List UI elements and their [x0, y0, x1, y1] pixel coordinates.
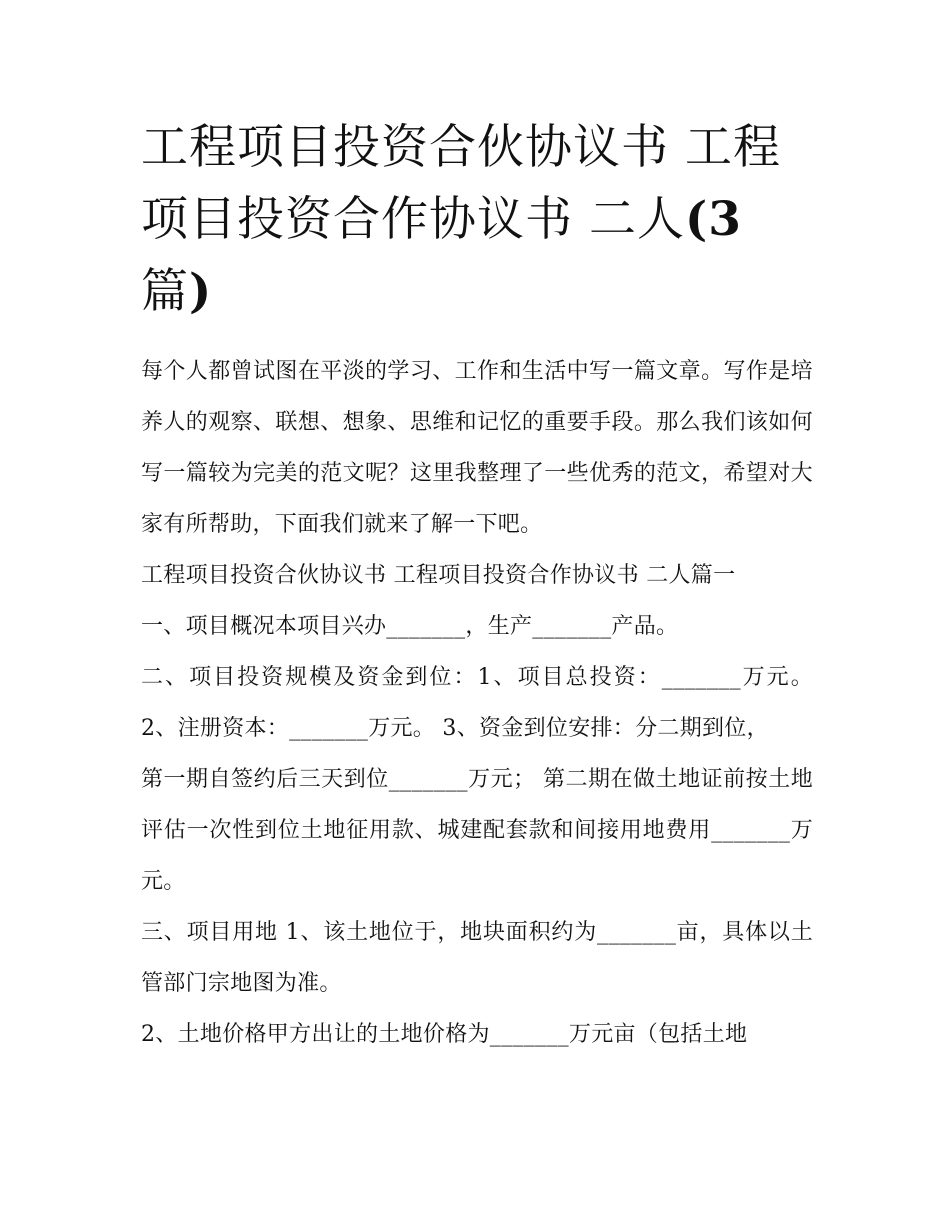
title-line-1: 工程项目投资合伙协议书 工程 — [141, 120, 781, 175]
document-title — [141, 112, 813, 328]
clause-project-overview: 一、项目概况本项目兴办_______，生产_______产品。 — [141, 614, 679, 639]
section-heading: 工程项目投资合伙协议书 工程项目投资合作协议书 二人篇一 — [141, 563, 736, 588]
clause-funding-phases: 第一期自签约后三天到位_______万元； 第二期在做土地证前按土地评估一次性到位土地征用款、城建配套款和间接用地费用_______万元。 — [141, 767, 813, 894]
title-line-3: 篇 — [141, 264, 189, 319]
clause-land-price: 2、土地价格甲方出让的土地价格为_______万元亩（包括土地 — [141, 1022, 748, 1047]
title-line-2: 项目投资合作协议书 二人 — [141, 192, 685, 247]
document-page — [141, 112, 813, 1060]
intro-paragraph: 每个人都曾试图在平淡的学习、工作和生活中写一篇文章。写作是培养人的观察、联想、想象、思维和记忆的重要手段。那么我们该如何写一篇较为完美的范文呢？这里我整理了一些优秀的范文，希望对大家有所帮助，下面我们就来了解一下吧。 — [141, 359, 813, 537]
clause-investment-scale: 二、项目投资规模及资金到位：1、项目总投资：_______万元。 2、注册资本：_______万元。 3、资金到位安排：分二期到位， — [141, 665, 813, 741]
clause-project-land: 三、项目用地 1、该土地位于，地块面积约为_______亩，具体以土管部门宗地图为准。 — [141, 920, 813, 996]
title-line-3-suffix: ) — [189, 264, 213, 319]
title-line-2-suffix: (3 — [684, 192, 742, 247]
